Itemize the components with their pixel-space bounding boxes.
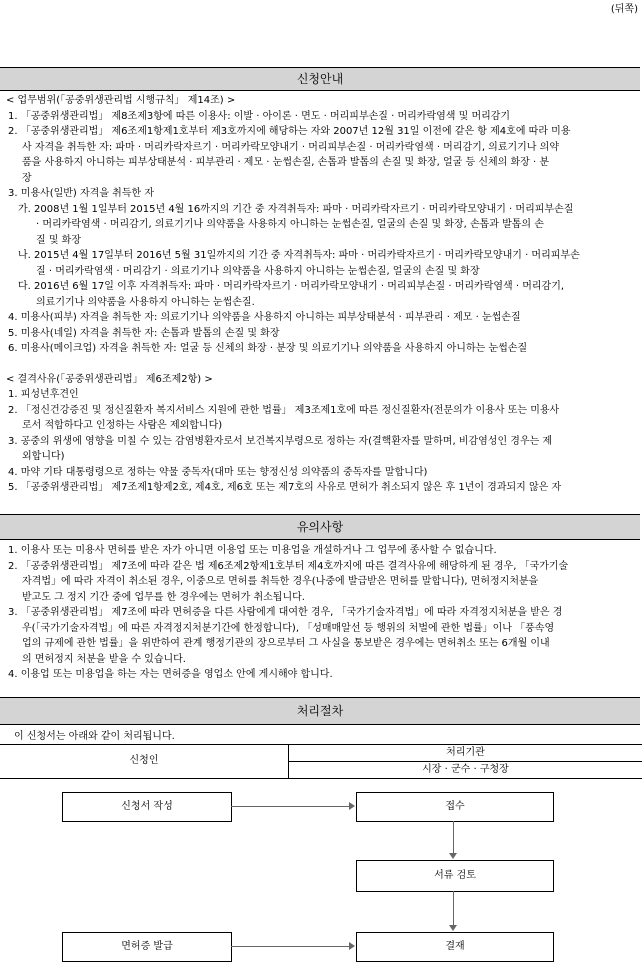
business-scope-line: · 머리카락염색 · 머리감기, 의료기기나 의약품을 사용하지 아니하는 눈썹손질, 얼굴의 손질 및 화장, 손톱과 발톱의 손 [36, 219, 544, 230]
notice-line: 1. 이용사 또는 미용사 면허를 받은 자가 아니면 이용업 또는 미용업을 개설하거나 그 업무에 종사할 수 없습니다. [8, 545, 497, 556]
section-header-application-guide: 신청안내 [0, 67, 640, 91]
notice-line: 3. 「공중위생관리법」 제7조에 따라 면허증을 다른 사람에게 대여한 경우, 「국가기술자격법」에 따라 자격정지처분을 받은 경 [8, 607, 563, 618]
procedure-intro: 이 신청서는 아래와 같이 처리됩니다. [14, 731, 175, 742]
disqualification-line: 3. 공중의 위생에 영향을 미칠 수 있는 감염병환자로서 보건복지부령으로 정하는 자(결핵환자를 말하며, 비감염성인 경우는 제 [8, 435, 553, 447]
disqualification-line: 1. 피성년후견인 [8, 389, 79, 400]
business-scope-line: 3. 미용사(일반) 자격을 취득한 자 [8, 188, 154, 199]
arrow-issue-to-approval [231, 946, 349, 947]
business-scope-line: 질 · 머리카락염색 · 머리감기 · 의료기기나 의약품을 사용하지 아니하는 눈썹손질, 얼굴의 손질 및 화장 [36, 265, 480, 277]
business-scope-line: 5. 미용사(네일) 자격을 취득한 자: 손톱과 발톱의 손질 및 화장 [8, 327, 280, 339]
business-scope-line: 2. 「공중위생관리법」 제6조제1항제1호부터 제3호까지에 해당하는 자와 2007년 12월 31일 이전에 같은 항 제4호에 따라 미용 [8, 126, 571, 137]
arrow-head-down [449, 925, 457, 931]
arrow-head-right [349, 942, 355, 950]
business-scope-line: 의료기기나 의약품을 사용하지 아니하는 눈썹손질. [36, 296, 255, 308]
business-scope-line: 장 [22, 172, 32, 184]
business-scope-line: 4. 미용사(피부) 자격을 취득한 자: 의료기기나 의약품을 사용하지 아니하는 피부상태분석 · 피부관리 · 제모 · 눈썹손질 [8, 312, 521, 323]
notice-line: 우(「국가기술자격법」에 따른 자격정지처분기간에 한정합니다), 「성매매알선 등 행위의 처벌에 관한 법률」이나 「풍속영 [22, 622, 555, 634]
disqualification-line: 2. 「정신건강증진 및 정신질환자 복지서비스 지원에 관한 법률」 제3조제1호에 따른 정신질환자(전문의가 이용사 또는 미용사 [8, 404, 560, 416]
section-header-procedure: 처리절차 [0, 697, 640, 725]
column-agency-sub: 시장 · 군수 · 구청장 [422, 764, 509, 775]
application-guide-body [0, 93, 642, 496]
notice-line: 자격법」에 따라 자격이 취소된 경우, 이중으로 면허를 취득한 경우(나중에 발급받은 면허를 말합니다), 면허정지처분을 [22, 576, 539, 587]
business-scope-line: 다. 2016년 6월 17일 이후 자격취득자: 파마 · 머리카락자르기 · 머리카락모양내기 · 머리피부손질 · 머리카락염색 · 머리감기, [18, 281, 565, 292]
business-scope-line: 가. 2008년 1월 1일부터 2015년 4월 16까지의 기간 중 자격취득자: 파마 · 머리카락자르기 · 머리카락모양내기 · 머리피부손질 [18, 203, 574, 215]
step-approval: 결재 [356, 932, 554, 962]
disqualification-line: 외합니다) [22, 451, 65, 462]
arrow-receive-to-review [453, 821, 454, 853]
arrow-head-down [449, 853, 457, 859]
business-scope-line: 품을 사용하지 아니하는 피부상태분석 · 피부관리 · 제모 · 눈썹손질, 손톱과 발톱의 손질 및 화장, 얼굴 등 신체의 화장 · 분 [22, 157, 550, 168]
business-scope-line: 사 자격을 취득한 자: 파마 · 머리카락자르기 · 머리카락모양내기 · 머리피부손질 · 머리카락염색 · 머리감기, 의료기기나 의약 [22, 141, 559, 153]
disqualification-line: 로서 적합하다고 인정하는 사람은 제외합니다) [22, 420, 223, 431]
column-applicant: 신청인 [129, 755, 159, 766]
business-scope-line: 질 및 화장 [36, 234, 81, 246]
notice-line: 의 면허정지 처분을 받을 수 있습니다. [22, 653, 186, 665]
step-document-review: 서류 검토 [356, 860, 554, 892]
notice-line: 2. 「공중위생관리법」 제7조에 따라 같은 법 제6조제2항제1호부터 제4호까지에 따른 결격사유에 해당하게 된 경우, 「국가기술 [8, 560, 569, 572]
section-header-notice: 유의사항 [0, 514, 640, 540]
column-agency: 처리기관 [446, 747, 485, 758]
disqualification-line: 5. 「공중위생관리법」 제7조제1항제2호, 제4호, 제6호 또는 제7호의 사유로 면허가 취소되지 않은 후 1년이 경과되지 않은 자 [8, 482, 562, 493]
notice-line: 받고도 그 정지 기간 중에 업무를 한 경우에는 면허가 취소됩니다. [22, 591, 305, 603]
step-license-issue: 면허증 발급 [62, 932, 232, 962]
table-bottom-border [0, 778, 642, 779]
notice-line: 업의 규제에 관한 법률」을 위반하여 관계 행정기관의 장으로부터 그 사실을 통보받은 경우에는 면허취소 또는 6개월 이내 [22, 638, 550, 649]
business-scope-line: 나. 2015년 4월 17일부터 2016년 5월 31일까지의 기간 중 자격취득자: 파마 · 머리카락자르기 · 머리카락모양내기 · 머리피부손 [18, 250, 580, 261]
arrow-head-right [349, 802, 355, 810]
notice-body [0, 543, 642, 683]
disqualification-header: < 결격사유(「공중위생관리법」 제6조제2항) > [6, 373, 213, 385]
arrow-write-to-receive [231, 806, 349, 807]
disqualification-line: 4. 마약 기타 대통령령으로 정하는 약물 중독자(대마 또는 향정신성 의약품의 중독자를 말합니다) [8, 466, 428, 478]
step-write-application: 신청서 작성 [62, 792, 232, 822]
step-receive: 접수 [356, 792, 554, 822]
arrow-review-to-approval [453, 891, 454, 925]
business-scope-header: < 업무범위(「공중위생관리법 시행규칙」 제14조) > [6, 95, 236, 106]
page-side-note: (뒤쪽) [610, 4, 638, 15]
notice-line: 4. 이용업 또는 미용업을 하는 자는 면허증을 영업소 안에 게시해야 합니다. [8, 669, 333, 680]
business-scope-line: 1. 「공중위생관리법」 제8조제3항에 따른 이용사: 이발 · 아이론 · 면도 · 머리피부손질 · 머리카락염색 및 머리감기 [8, 110, 511, 122]
business-scope-line: 6. 미용사(메이크업) 자격을 취득한 자: 얼굴 등 신체의 화장 · 분장 및 의료기기나 의약품을 사용하지 아니하는 눈썹손질 [8, 343, 528, 354]
